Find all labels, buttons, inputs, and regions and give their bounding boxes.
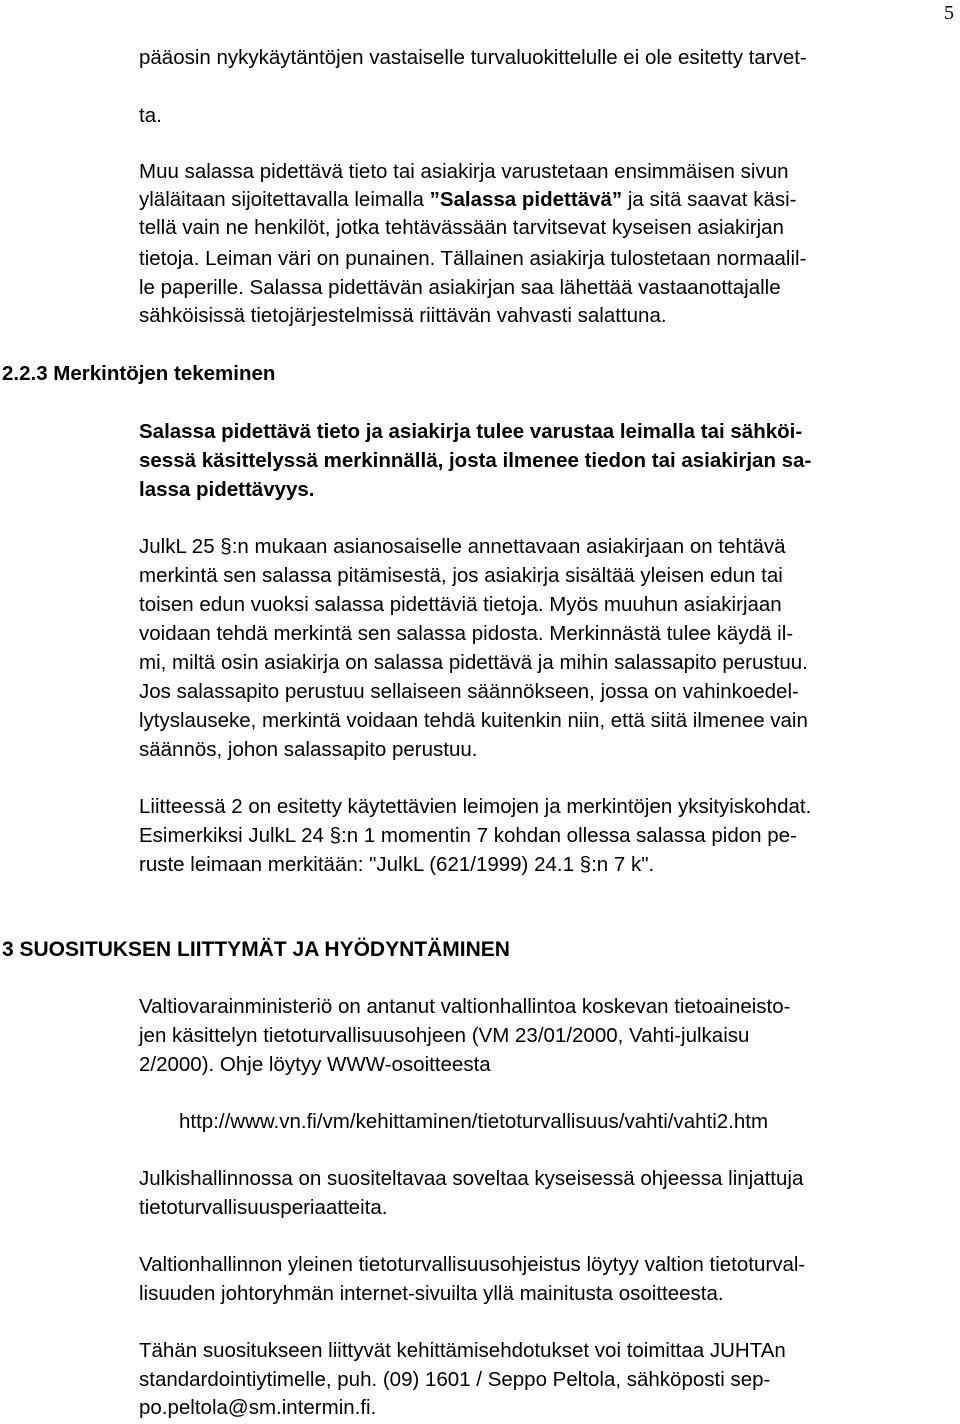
url-text: http://www.vn.fi/vm/kehittaminen/tietoturvallisuus/vahti/vahti2.htm: [179, 1110, 769, 1133]
paragraph-line: Muu salassa pidettävä tieto tai asiakirja varustetaan ensimmäisen sivun: [139, 160, 789, 183]
paragraph-line: tietoturvallisuusperiaatteita.: [139, 1196, 388, 1219]
paragraph-line: toisen edun vuoksi salassa pidettäviä tietoja. Myös muuhun asiakirjaan: [139, 593, 782, 616]
paragraph-line: jen käsittelyn tietoturvallisuusohjeen (VM 23/01/2000, Vahti-julkaisu: [139, 1024, 750, 1047]
text-run: ja sitä saavat käsi-: [622, 188, 797, 211]
paragraph-line: le paperille. Salassa pidettävän asiakirjan saa lähettää vastaanottajalle: [139, 276, 781, 299]
stamp-label: ”Salassa pidettävä”: [429, 188, 623, 211]
paragraph-line: 2/2000). Ohje löytyy WWW-osoitteesta: [139, 1053, 491, 1076]
paragraph-line: tellä vain ne henkilöt, jotka tehtävässään tarvitsevat kyseisen asiakirjan: [139, 216, 784, 239]
section-heading: 2.2.3 Merkintöjen tekeminen: [2, 362, 276, 385]
paragraph-line: ta.: [139, 104, 162, 127]
paragraph-line: Jos salassapito perustuu sellaiseen säännökseen, jossa on vahinkoedel-: [139, 680, 799, 703]
paragraph-line: Esimerkiksi JulkL 24 §:n 1 momentin 7 kohdan ollessa salassa pidon pe-: [139, 824, 797, 847]
paragraph-line: merkintä sen salassa pitämisestä, jos asiakirja sisältää yleisen edun tai: [139, 564, 783, 587]
paragraph-line: tietoja. Leiman väri on punainen. Tällainen asiakirja tulostetaan normaalil-: [139, 247, 807, 270]
paragraph-line: ruste leimaan merkitään: "JulkL (621/1999) 24.1 §:n 7 k".: [139, 853, 655, 876]
page-number: 5: [944, 2, 954, 24]
paragraph-line: mi, miltä osin asiakirja on salassa pidettävä ja mihin salassapito perustuu.: [139, 651, 808, 674]
paragraph-line: lassa pidettävyys.: [139, 478, 315, 501]
paragraph-line: sähköisissä tietojärjestelmissä riittävän vahvasti salattuna.: [139, 304, 667, 327]
paragraph-line: pääosin nykykäytäntöjen vastaiselle turvaluokittelulle ei ole esitetty tarvet-: [139, 46, 807, 69]
paragraph-line: sessä käsittelyssä merkinnällä, josta ilmenee tiedon tai asiakirjan sa-: [139, 449, 812, 472]
paragraph-line: säännös, johon salassapito perustuu.: [139, 738, 478, 761]
chapter-heading: 3 SUOSITUKSEN LIITTYMÄT JA HYÖDYNTÄMINEN: [2, 938, 510, 961]
paragraph-line: lytyslauseke, merkintä voidaan tehdä kuitenkin niin, että siitä ilmenee vain: [139, 709, 808, 732]
paragraph-line: Valtiovarainministeriö on antanut valtionhallintoa koskevan tietoaineisto-: [139, 995, 791, 1018]
paragraph-line: Valtionhallinnon yleinen tietoturvallisuusohjeistus löytyy valtion tietoturval-: [139, 1253, 806, 1276]
paragraph-line: po.peltola@sm.intermin.fi.: [139, 1396, 377, 1419]
paragraph-line: standardointiytimelle, puh. (09) 1601 / Seppo Peltola, sähköposti sep-: [139, 1368, 771, 1391]
paragraph-line: Tähän suositukseen liittyvät kehittämisehdotukset voi toimittaa JUHTAn: [139, 1339, 786, 1362]
paragraph-line: voidaan tehdä merkintä sen salassa pidosta. Merkinnästä tulee käydä il-: [139, 622, 794, 645]
paragraph-line: Liitteessä 2 on esitetty käytettävien leimojen ja merkintöjen yksityiskohdat.: [139, 795, 812, 818]
paragraph-line: Julkishallinnossa on suositeltavaa soveltaa kyseisessä ohjeessa linjattuja: [139, 1167, 804, 1190]
paragraph-line: Salassa pidettävä tieto ja asiakirja tulee varustaa leimalla tai sähköi-: [139, 420, 803, 443]
paragraph-line: [139, 186, 796, 214]
text-run: yläläitaan sijoitettavalla leimalla: [139, 188, 430, 211]
paragraph-line: JulkL 25 §:n mukaan asianosaiselle annettavaan asiakirjaan on tehtävä: [139, 535, 786, 558]
paragraph-line: lisuuden johtoryhmän internet-sivuilta yllä mainitusta osoitteesta.: [139, 1282, 724, 1305]
